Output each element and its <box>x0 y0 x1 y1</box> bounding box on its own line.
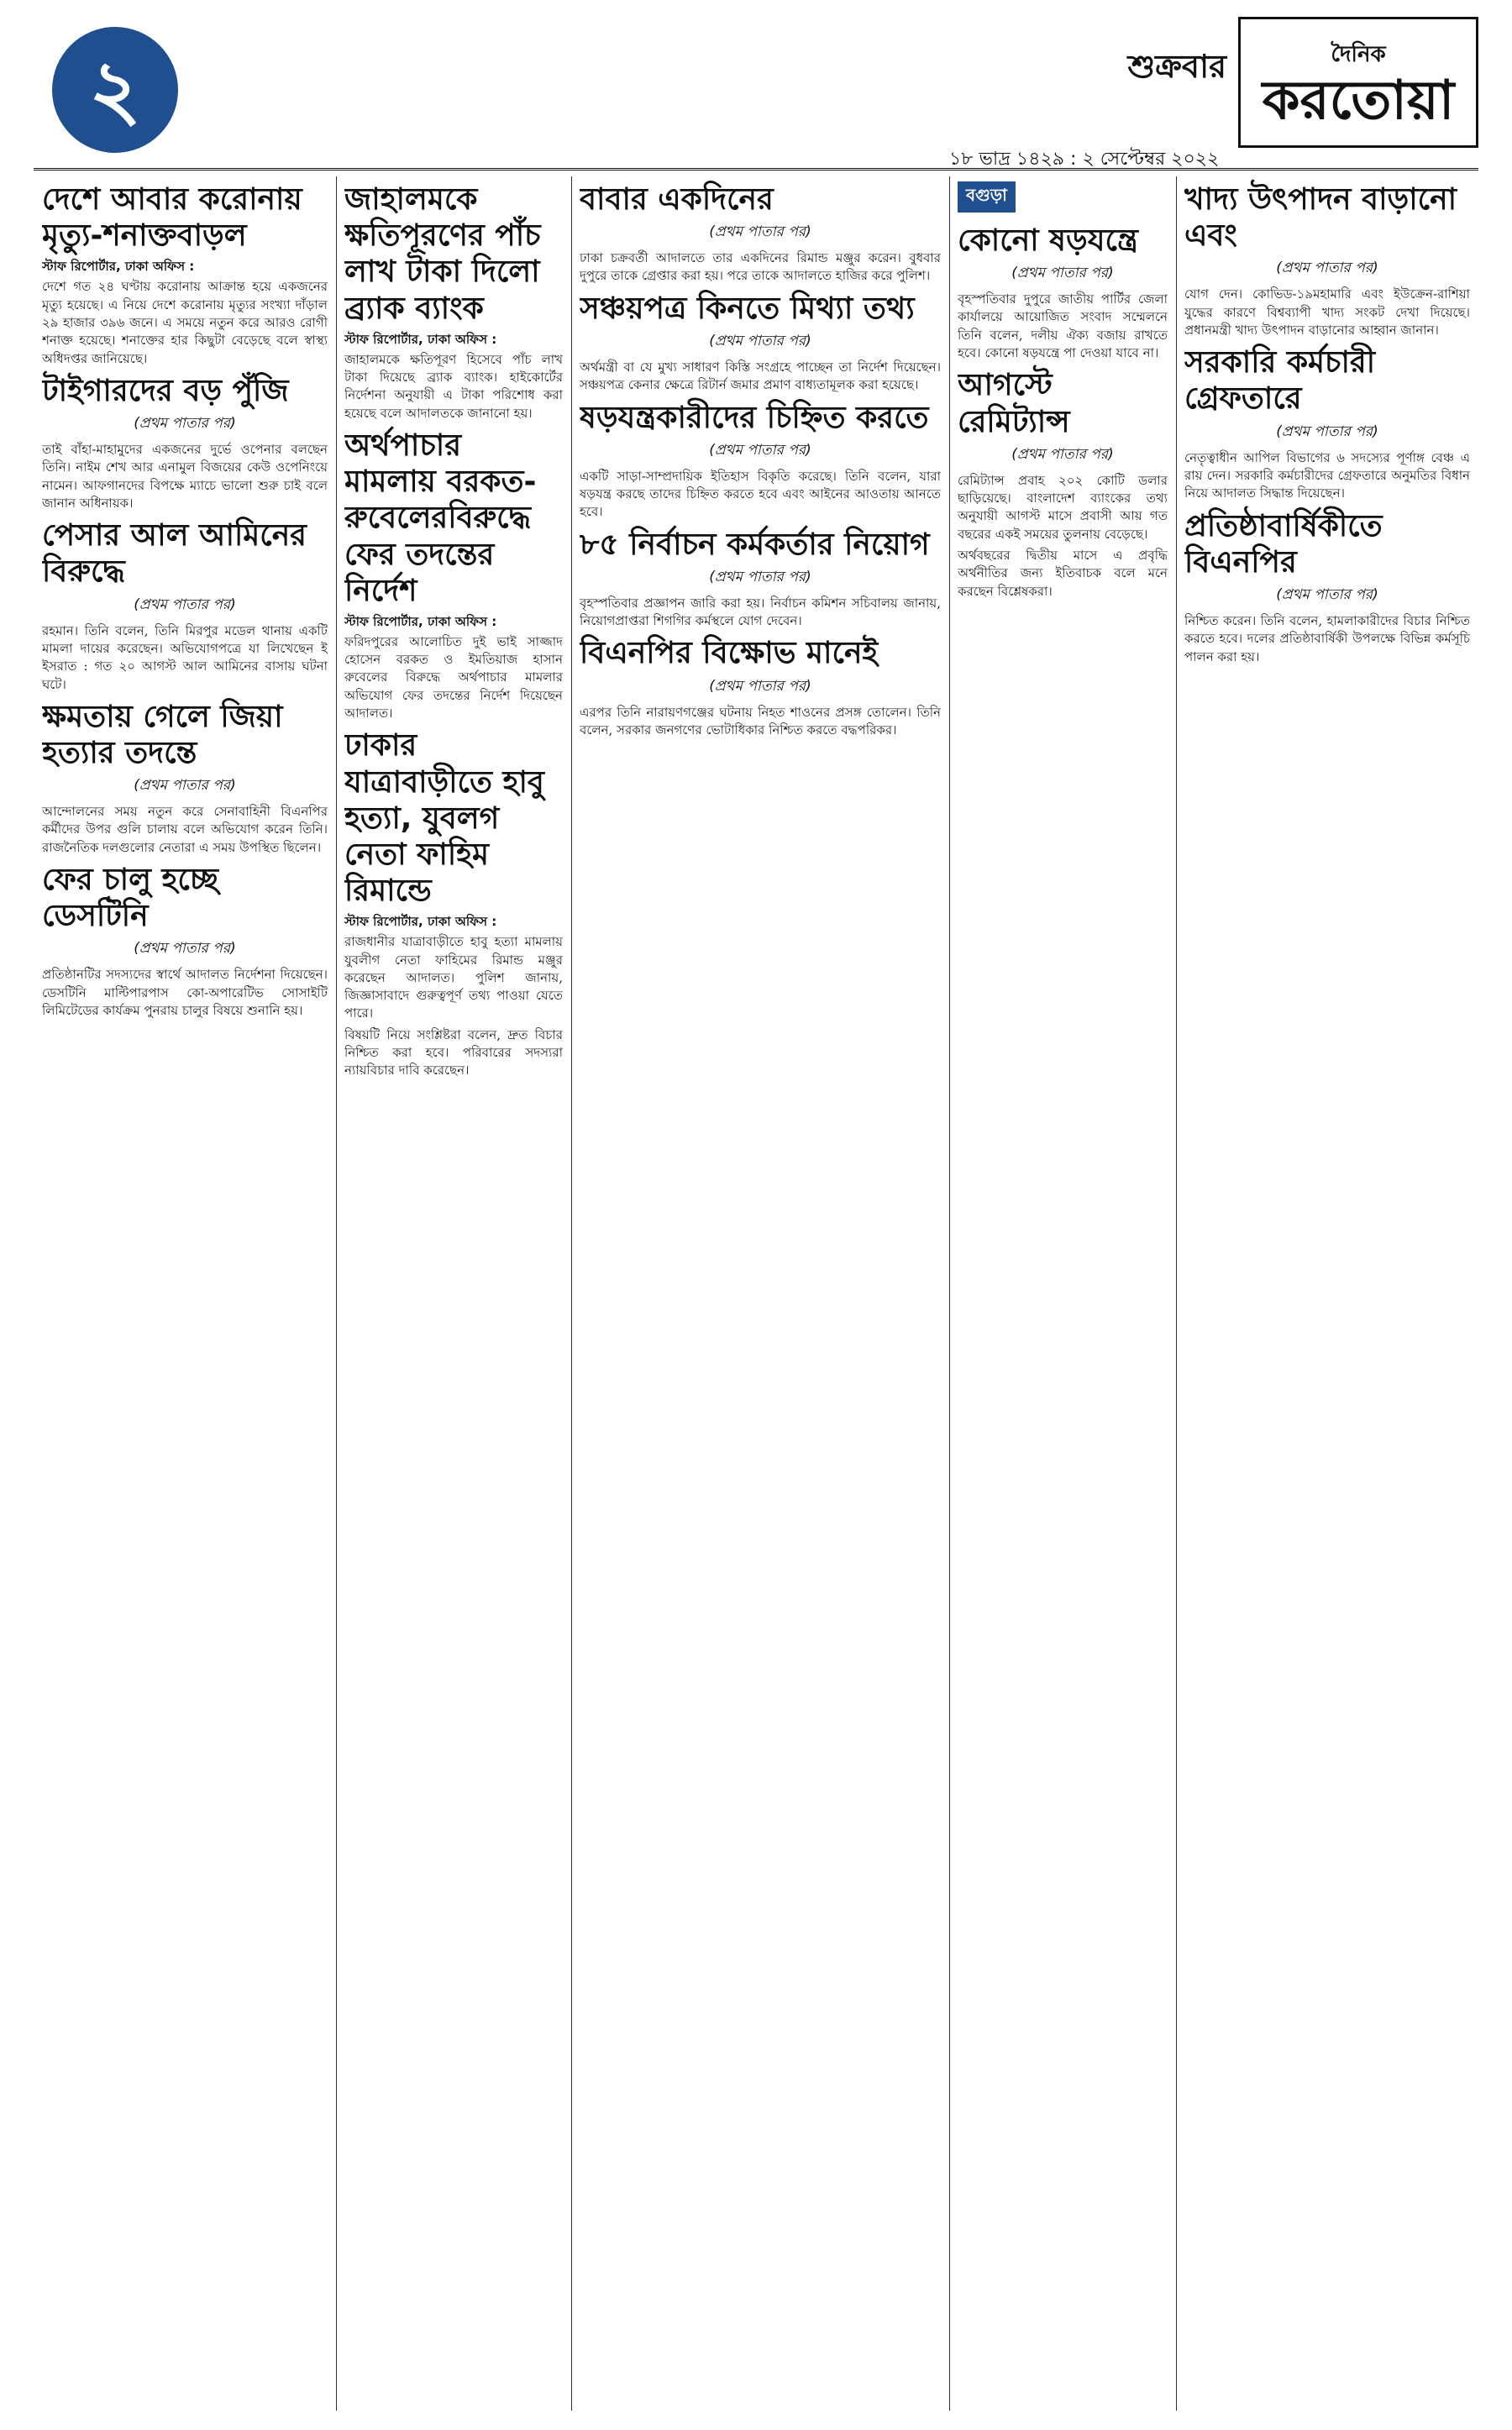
continued-label: (প্রথম পাতার পর) <box>134 940 236 958</box>
headline-remittance[interactable]: আগস্টে রেমিট্যান্স <box>958 368 1070 439</box>
headline-govt-employee[interactable]: সরকারি কর্মচারী গ্রেফতারে <box>1184 345 1375 417</box>
column-1 <box>42 176 328 2411</box>
paragraph: নিশ্চিত করেন। তিনি বলেন, হামলাকারীদের বিচার নিশ্চিত করতে হবে। দলের প্রতিষ্ঠাবার্ষিকী উপলক্ষে বিভিন্ন কর্মসূচি পালন করা হয়। <box>1184 612 1470 664</box>
brand-small: দৈনিক <box>1331 42 1386 67</box>
headline-tigers[interactable]: টাইগারদের বড় পুঁজি <box>42 373 289 408</box>
column-4 <box>958 176 1168 2411</box>
date-line: ১৮ ভাদ্র ১৪২৯ : ২ সেপ্টেম্বর ২০২২ <box>949 149 1220 170</box>
article-body <box>42 622 328 694</box>
headline-zia[interactable]: ক্ষমতায় গেলে জিয়া হত্যার তদন্তে <box>42 699 283 770</box>
byline: স্টাফ রিপোর্টার, ঢাকা অফিস : <box>344 613 497 629</box>
paragraph: এরপর তিনি নারায়ণগঞ্জের ঘটনায় নিহত শাওনের প্রসঙ্গ তোলেন। তিনি বলেন, সরকার জনগণের ভোটাধিকার নিশ্চিত করতে বদ্ধপরিকর। <box>580 704 941 737</box>
byline: স্টাফ রিপোর্টার, ঢাকা অফিস : <box>42 259 195 275</box>
article-body <box>958 472 1168 601</box>
article-body <box>1184 612 1470 666</box>
paragraph: বিষয়টি নিয়ে সংশ্লিষ্টরা বলেন, দ্রুত বিচার নিশ্চিত করা হবে। পরিবারের সদস্যরা ন্যায়বিচার দাবি করেছেন। <box>344 1026 563 1079</box>
continued-label: (প্রথম পাতার পর) <box>709 223 811 241</box>
paragraph: রেমিট্যান্স প্রবাহ ২০২ কোটি ডলার ছাড়িয়েছে। বাংলাদেশ ব্যাংকের তথ্য অনুযায়ী আগস্ট মাসে প্রবাসী আয় গত বছরের একই সময়ের তুলনায় বেড়েছে। <box>958 472 1168 542</box>
continued-label: (প্রথম পাতার পর) <box>1276 422 1378 440</box>
continued-label: (প্রথম পাতার পর) <box>709 677 811 695</box>
paragraph: রহমান। তিনি বলেন, তিনি মিরপুর মডেল থানায় একটি মামলা দায়ের করেছেন। অভিযোগপত্রে যা লিখেছেন ই ইসরাত : গত ২০ আগস্ট আল আমিনের বাসায় ঘটনা ঘটে। <box>42 622 328 692</box>
article-body <box>42 441 328 512</box>
headline-father[interactable]: বাবার একদিনের <box>580 182 774 217</box>
headline-pacer[interactable]: পেসার আল আমিনের বিরুদ্ধে <box>42 518 307 590</box>
paragraph: রাজধানীর যাত্রাবাড়ীতে হাবু হত্যা মামলায় যুবলীগ নেতা ফাহিমের রিমান্ড মঞ্জুর করেছেন আদালত। পুলিশ জানায়, জিজ্ঞাসাবাদে গুরুত্বপূর্ণ তথ্য পাওয়া যেতে পারে। <box>344 934 563 1021</box>
column-divider <box>949 176 950 2411</box>
continued-label: (প্রথম পাতার পর) <box>709 568 811 585</box>
column-divider <box>571 176 572 2411</box>
continued-label: (প্রথম পাতার পর) <box>1276 585 1378 603</box>
byline: স্টাফ রিপোর্টার, ঢাকা অফিস : <box>344 914 497 930</box>
page-number: ২ <box>52 27 178 153</box>
article-body <box>344 933 563 1079</box>
article-body <box>42 803 328 857</box>
headline-money-laundering[interactable]: অর্থপাচার মামলায় বরকত-রুবেলেরবিরুদ্ধে ফের তদন্তের নির্দেশ <box>344 428 537 608</box>
paragraph: যোগ দেন। কোভিড-১৯মহামারি এবং ইউক্রেন-রাশিয়া যুদ্ধের কারণে বিশ্বব্যাপী খাদ্য সংকট দেখা দিয়েছে। প্রধানমন্ত্রী খাদ্য উৎপাদন বাড়ানোর আহ্বান জানান। <box>1184 286 1470 338</box>
paragraph: একটি সাড়া-সাম্প্রদায়িক ইতিহাস বিকৃতি করেছে। তিনি বলেন, যারা ষড়যন্ত্র করছে তাদের চিহ্নিত করতে হবে এবং আইনের আওতায় আনতে হবে। <box>580 468 941 520</box>
headline-jatrabari[interactable]: ঢাকার যাত্রাবাড়ীতে হাবু হত্যা, যুবলগ নেতা ফাহিম রিমান্ডে <box>344 728 544 909</box>
column-divider <box>1176 176 1177 2411</box>
article-body <box>344 351 563 422</box>
column-3 <box>580 176 941 2411</box>
article-body <box>580 704 941 740</box>
headline-jahalam[interactable]: জাহালমকে ক্ষতিপূরণের পাঁচ লাখ টাকা দিলো ব্র্যাক ব্যাংক <box>344 182 541 326</box>
headline-corona[interactable]: দেশে আবার করোনায় মৃত্যু-শনাক্তবাড়ল <box>42 182 302 254</box>
article-body <box>42 278 328 367</box>
headline-destiny[interactable]: ফের চালু হচ্ছে ডেসটিনি <box>42 863 218 934</box>
article-body <box>958 291 1168 362</box>
continued-label: (প্রথম পাতার পর) <box>709 332 811 349</box>
paragraph: ঢাকা চক্রবর্তী আদালতে তার একদিনের রিমান্ড মঞ্জুর করেন। বুধবার দুপুরে তাকে গ্রেপ্তার করা হয়। পরে তাকে আদালতে হাজির করে পুলিশ। <box>580 250 941 284</box>
headline-bnp-protest[interactable]: বিএনপির বিক্ষোভ মানেই <box>580 636 879 671</box>
headline-bnp-anniversary[interactable]: প্রতিষ্ঠাবার্ষিকীতে বিএনপির <box>1184 508 1383 580</box>
masthead <box>34 17 1478 176</box>
section-tag-bogura: বগুড়া <box>958 181 1016 213</box>
paragraph: তাই বাঁহা-মাহামুদের একজনের দুর্ভে ওপেনার বলছেন তিনি। নাইম শেখ আর এনামুল বিজয়ের কেউ ওপেনিংয়ে নামেন। আফগানদের বিপক্ষে ম্যাচে ভালো শুরু চাই বলে জানান অধিনায়ক। <box>42 442 328 511</box>
continued-label: (প্রথম পাতার পর) <box>134 415 236 433</box>
paragraph: অর্থবছরের দ্বিতীয় মাসে এ প্রবৃদ্ধি অর্থনীতির জন্য ইতিবাচক বলে মনে করছেন বিশ্লেষকরা। <box>958 547 1168 599</box>
continued-label: (প্রথম পাতার পর) <box>709 441 811 459</box>
article-body <box>580 595 941 631</box>
brand-name: করতোয়া <box>1262 70 1455 132</box>
paragraph: ফরিদপুরের আলোচিত দুই ভাই সাজ্জাদ হোসেন বরকত ও ইমতিয়াজ হাসান রুবেলের বিরুদ্ধে অর্থপাচার মামলার অভিযোগ ফের তদন্তের নির্দেশ দিয়েছেন আদালত। <box>344 633 563 722</box>
continued-label: (প্রথম পাতার পর) <box>1011 445 1114 463</box>
paragraph: প্রতিষ্ঠানটির সদস্যদের স্বার্থে আদালত নির্দেশনা দিয়েছেন। ডেসটিনি মাল্টিপারপাস কো-অপারেটিভ সোসাইটি লিমিটেডের কার্যক্রম পুনরায় চালুর বিষয়ে শুনানি হয়। <box>42 967 328 1019</box>
article-body <box>344 633 563 722</box>
article-body <box>1184 449 1470 503</box>
column-2 <box>344 176 563 2411</box>
paragraph: বৃহস্পতিবার প্রজ্ঞাপন জারি করা হয়। নির্বাচন কমিশন সচিবালয় জানায়, নিয়োগপ্রাপ্তরা শিগগির কর্মস্থলে যোগ দেবেন। <box>580 595 941 629</box>
headline-conspirators[interactable]: ষড়যন্ত্রকারীদের চিহ্নিত করতে <box>580 400 929 435</box>
continued-label: (প্রথম পাতার পর) <box>134 596 236 613</box>
paragraph: নেতৃত্বাধীন আপিল বিভাগের ৬ সদস্যের পূর্ণাঙ্গ বেঞ্চ এ রায় দেন। সরকারি কর্মচারীদের গ্রেফতারে অনুমতির বিধান নিয়ে আদালত সিদ্ধান্ত দিয়েছেন। <box>1184 449 1470 501</box>
paragraph: আন্দোলনের সময় নতুন করে সেনাবাহিনী বিএনপির কর্মীদের উপর গুলি চালায় বলে অভিযোগ করেন তিনি। রাজনৈতিক দলগুলোর নেতারা এ সময় উপস্থিত ছিলেন। <box>42 804 328 855</box>
masthead-rule <box>34 168 1478 171</box>
headline-election-officers[interactable]: ৮৫ নির্বাচন কর্মকর্তার নিয়োগ <box>580 527 930 562</box>
continued-label: (প্রথম পাতার পর) <box>1011 265 1114 282</box>
article-body <box>580 249 941 286</box>
article-body <box>580 359 941 395</box>
continued-label: (প্রথম পাতার পর) <box>1276 260 1378 277</box>
paragraph: বৃহস্পতিবার দুপুরে জাতীয় পার্টির জেলা কার্যালয়ে আয়োজিত সংবাদ সম্মেলনে তিনি বলেন, দলীয় ঐক্য বজায় রাখতে হবে। কোনো ষড়যন্ত্রে পা দেওয়া যাবে না। <box>958 291 1168 361</box>
column-5 <box>1184 176 1470 2411</box>
paragraph: অর্থমন্ত্রী বা যে মুখ্য সাধারণ কিস্তি সংগ্রহে পাচ্ছেন তা নির্দেশ দিয়েছেন। সঞ্চয়পত্র কেনার ক্ষেত্রে রিটার্ন জমার প্রমাণ বাধ্যতামূলক করা হয়েছে। <box>580 359 941 393</box>
article-body <box>1184 286 1470 339</box>
article-body <box>580 468 941 522</box>
column-divider <box>336 176 337 2411</box>
article-body <box>42 966 328 1020</box>
brand-logo <box>1238 17 1478 148</box>
headline-conspiracy[interactable]: কোনো ষড়যন্ত্রে <box>958 223 1138 258</box>
paragraph: দেশে গত ২৪ ঘণ্টায় করোনায় আক্রান্ত হয়ে একজনের মৃত্যু হয়েছে। এ নিয়ে দেশে করোনায় মৃত্যুর সংখ্যা দাঁড়াল ২৯ হাজার ৩৯৬ জনে। এ সময়ে নতুন করে আরও রোগী শনাক্ত হয়েছে। শনাক্তের হার কিছুটা বেড়েছে বলে স্বাস্থ্য অধিদপ্তর জানিয়েছে। <box>42 279 328 366</box>
headline-food-production[interactable]: খাদ্য উৎপাদন বাড়ানো এবং <box>1184 182 1457 254</box>
paragraph: জাহালমকে ক্ষতিপূরণ হিসেবে পাঁচ লাখ টাকা দিয়েছে ব্র্যাক ব্যাংক। হাইকোর্টের নির্দেশনা অনুযায়ী এ টাকা পরিশোধ করা হয়েছে বলে আদালতকে জানানো হয়। <box>344 351 563 421</box>
byline: স্টাফ রিপোর্টার, ঢাকা অফিস : <box>344 331 497 347</box>
continued-label: (প্রথম পাতার পর) <box>134 777 236 795</box>
headline-savings[interactable]: সঞ্চয়পত্র কিনতে মিথ্যা তথ্য <box>580 291 915 326</box>
day-name: শুক্রবার <box>1127 48 1226 85</box>
